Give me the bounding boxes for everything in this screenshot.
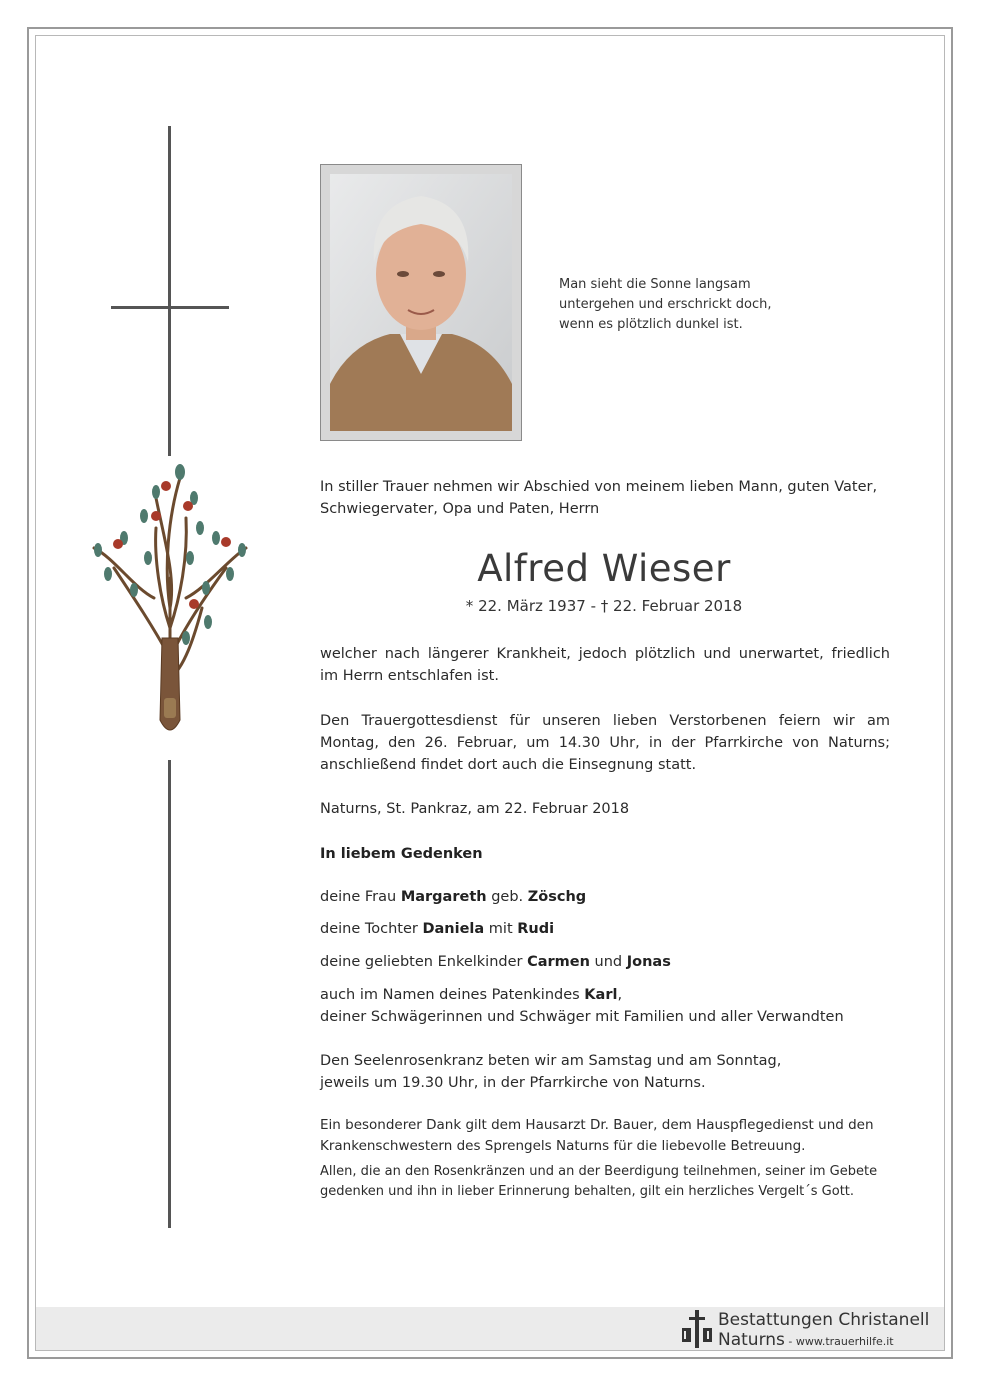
thanks-paragraph bbox=[320, 1115, 890, 1157]
in-memory-heading bbox=[320, 843, 890, 865]
thanks-paragraph-2 bbox=[320, 1162, 890, 1202]
rosary-paragraph bbox=[320, 1050, 890, 1094]
mourner-name: Carmen bbox=[527, 954, 590, 970]
mourner-text: und bbox=[589, 954, 627, 970]
mourner-text: , bbox=[617, 987, 623, 1003]
mourner-text: deine Frau bbox=[320, 889, 401, 905]
in-memory-text: In liebem Gedenken bbox=[320, 846, 483, 862]
mourner-wife bbox=[320, 886, 890, 908]
thanks-line: Ein besonderer Dank gilt dem Hausarzt Dr. Bauer, dem Hauspflegedienst und den bbox=[320, 1117, 874, 1133]
mourner-godchild bbox=[320, 984, 890, 1028]
thanks-line: Krankenschwestern des Sprengels Naturns für die liebevolle Betreuung. bbox=[320, 1138, 806, 1154]
quote-line: Man sieht die Sonne langsam bbox=[559, 277, 751, 292]
company-town-line bbox=[718, 1330, 894, 1350]
quote-line: untergehen und erschrickt doch, bbox=[559, 297, 772, 312]
cross-horizontal bbox=[111, 306, 229, 309]
service-line: Montag, den 26. Februar, um 14.30 Uhr, in der Pfarrkirche von Naturns; bbox=[320, 735, 890, 751]
mourner-name: Rudi bbox=[517, 921, 555, 937]
place-date bbox=[320, 798, 890, 820]
company-name: Bestattungen Christanell bbox=[718, 1310, 930, 1330]
service-paragraph bbox=[320, 710, 890, 776]
mourner-text: geb. bbox=[486, 889, 528, 905]
mourner-text: auch im Namen deines Patenkindes bbox=[320, 987, 585, 1003]
portrait-photo bbox=[320, 164, 522, 441]
mourner-grandchildren bbox=[320, 951, 890, 973]
mourner-daughter bbox=[320, 918, 890, 940]
deceased-name: Alfred Wieser bbox=[477, 547, 731, 590]
intro-line: Schwiegervater, Opa und Paten, Herrn bbox=[320, 501, 600, 517]
cross-vertical-top bbox=[168, 126, 171, 456]
mourner-text: deine geliebten Enkelkinder bbox=[320, 954, 528, 970]
service-line: Den Trauergottesdienst für unseren lieben Verstorbenen feiern wir am bbox=[320, 713, 890, 729]
mourner-relatives: deiner Schwägerinnen und Schwäger mit Familien und aller Verwandten bbox=[320, 1009, 844, 1025]
life-dates: * 22. März 1937 - † 22. Februar 2018 bbox=[465, 597, 743, 615]
rosary-line: jeweils um 19.30 Uhr, in der Pfarrkirche von Naturns. bbox=[320, 1075, 706, 1091]
thanks-line: Allen, die an den Rosenkränzen und an der Beerdigung teilnehmen, seiner im Gebete bbox=[320, 1164, 878, 1179]
mourner-name: Jonas bbox=[626, 954, 671, 970]
mourner-name: Zöschg bbox=[527, 889, 587, 905]
mourner-text: deine Tochter bbox=[320, 921, 423, 937]
rosary-line: Den Seelenrosenkranz beten wir am Samstag und am Sonntag, bbox=[320, 1053, 782, 1069]
service-line: anschließend findet dort auch die Einsegnung statt. bbox=[320, 757, 697, 773]
mourner-name: Margareth bbox=[400, 889, 487, 905]
passing-line: welcher nach längerer Krankheit, jedoch plötzlich und unerwartet, friedlich bbox=[320, 646, 890, 662]
quote bbox=[559, 275, 772, 335]
mourner-name: Daniela bbox=[422, 921, 485, 937]
thanks-line: gedenken und ihn in lieber Erinnerung behalten, gilt ein herzliches Vergelt´s Gott. bbox=[320, 1184, 855, 1199]
tree-of-life-icon bbox=[84, 458, 256, 758]
company-logo-icon bbox=[680, 1308, 714, 1350]
intro-line: In stiller Trauer nehmen wir Abschied von meinem lieben Mann, guten Vater, bbox=[320, 479, 878, 495]
passing-paragraph bbox=[320, 643, 890, 687]
passing-line: im Herrn entschlafen ist. bbox=[320, 668, 499, 684]
portrait-image bbox=[330, 174, 512, 431]
mourner-name: Karl bbox=[584, 987, 618, 1003]
cross-vertical-bottom bbox=[168, 760, 171, 1228]
place-date-text: Naturns, St. Pankraz, am 22. Februar 2018 bbox=[320, 801, 630, 817]
intro-paragraph bbox=[320, 476, 890, 520]
company-website-link[interactable]: - www.trauerhilfe.it bbox=[784, 1335, 894, 1348]
company-town: Naturns bbox=[718, 1330, 785, 1350]
mourner-text: mit bbox=[484, 921, 518, 937]
quote-line: wenn es plötzlich dunkel ist. bbox=[559, 317, 743, 332]
